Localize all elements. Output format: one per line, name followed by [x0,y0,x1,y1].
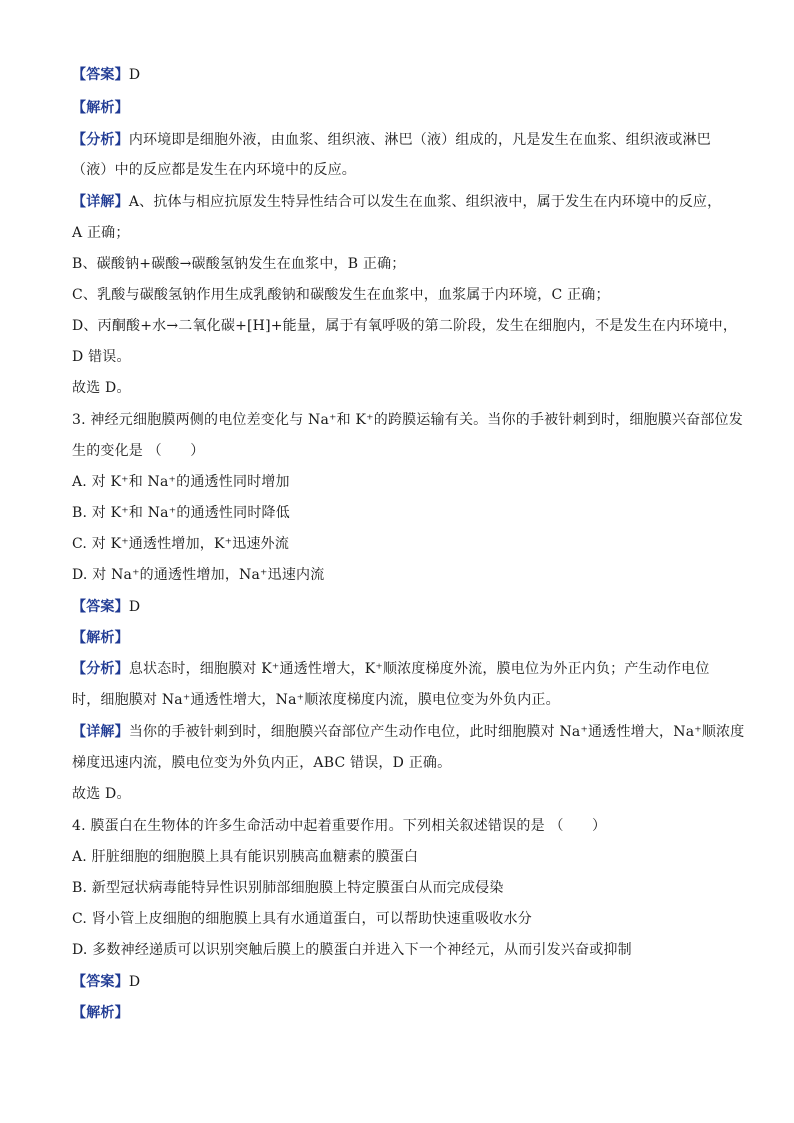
q4-stem-line-1: 4. 膜蛋白在生物体的许多生命活动中起着重要作用。下列相关叙述错误的是 （ ） [72,818,607,834]
q3-option-c: C. 对 K⁺通透性增加，K⁺迅速外流 [72,536,290,552]
q3-fenxi-line-1 [72,659,710,679]
xiangjie-text: 当你的手被针刺到时，细胞膜兴奋部位产生动作电位，此时细胞膜对 Na⁺通透性增大，Na⁺顺浓度 [128,724,745,740]
fenxi-text: 息状态时，细胞膜对 K⁺通透性增大，K⁺顺浓度梯度外流，膜电位为外正内负；产生动作电位 [128,661,710,677]
fenxi-text: 内环境即是细胞外液，由血浆、组织液、淋巴（液）组成的，凡是发生在血浆、组织液或淋巴 [128,132,712,148]
analysis-tag: 【解析】 [72,100,129,116]
q3-xiangjie-line-2: 梯度迅速内流，膜电位变为外负内正，ABC 错误，D 正确。 [72,755,452,771]
q4-option-d: D. 多数神经递质可以识别突触后膜上的膜蛋白并进入下一个神经元，从而引发兴奋或抑制 [72,942,632,958]
fenxi-tag: 【分析】 [72,132,129,148]
xiangjie-text: A、抗体与相应抗原发生特异性结合可以发生在血浆、组织液中，属于发生在内环境中的反应， [128,194,722,210]
q2-xiangjie-line-1 [72,192,721,212]
q2-xiangjie-line-2: A 正确； [72,225,130,241]
q4-option-c: C. 肾小管上皮细胞的细胞膜上具有水通道蛋白，可以帮助快速重吸收水分 [72,911,532,927]
answer-value: D [128,599,141,615]
q3-stem-line-2: 生的变化是 （ ） [72,443,205,459]
q3-answer-line [72,597,140,617]
q2-xiangjie-line-4: C、乳酸与碳酸氢钠作用生成乳酸钠和碳酸发生在血浆中，血浆属于内环境，C 正确； [72,287,610,303]
q2-xiangjie-line-6: D 错误。 [72,349,131,365]
xiangjie-tag: 【详解】 [72,194,129,210]
q2-answer-line [72,65,140,85]
answer-tag: 【答案】 [72,974,129,990]
q3-conclusion: 故选 D。 [72,786,131,802]
q4-option-a: A. 肝脏细胞的细胞膜上具有能识别胰高血糖素的膜蛋白 [72,849,419,865]
q4-option-b: B. 新型冠状病毒能特异性识别肺部细胞膜上特定膜蛋白从而完成侵染 [72,880,504,896]
q4-answer-line [72,972,140,992]
q2-conclusion: 故选 D。 [72,380,131,396]
q3-option-a: A. 对 K⁺和 Na⁺的通透性同时增加 [72,474,290,490]
q2-analysis-heading [72,98,129,118]
q3-option-b: B. 对 K⁺和 Na⁺的通透性同时降低 [72,505,290,521]
answer-value: D [128,974,141,990]
analysis-tag: 【解析】 [72,630,129,646]
xiangjie-tag: 【详解】 [72,724,129,740]
q3-stem-line-1: 3. 神经元细胞膜两侧的电位差变化与 Na⁺和 K⁺的跨膜运输有关。当你的手被针刺到时，细胞膜兴奋部位发 [72,412,743,428]
q2-fenxi-line-2: （液）中的反应都是发生在内环境中的反应。 [72,162,356,178]
answer-tag: 【答案】 [72,67,129,83]
analysis-tag: 【解析】 [72,1005,129,1021]
q3-xiangjie-line-1 [72,722,744,742]
q3-analysis-heading [72,628,129,648]
q3-fenxi-line-2: 时，细胞膜对 Na⁺通透性增大，Na⁺顺浓度梯度内流，膜电位变为外负内正。 [72,692,560,708]
answer-tag: 【答案】 [72,599,129,615]
answer-value: D [128,67,141,83]
q2-xiangjie-line-5: D、丙酮酸+水→二氧化碳+[H]+能量，属于有氧呼吸的第二阶段，发生在细胞内，不是发生在内环境中， [72,318,738,334]
q4-analysis-heading [72,1003,129,1023]
q2-xiangjie-line-3: B、碳酸钠+碳酸→碳酸氢钠发生在血浆中，B 正确； [72,256,406,272]
fenxi-tag: 【分析】 [72,661,129,677]
q2-fenxi-line-1 [72,130,711,150]
q3-option-d: D. 对 Na⁺的通透性增加，Na⁺迅速内流 [72,567,325,583]
